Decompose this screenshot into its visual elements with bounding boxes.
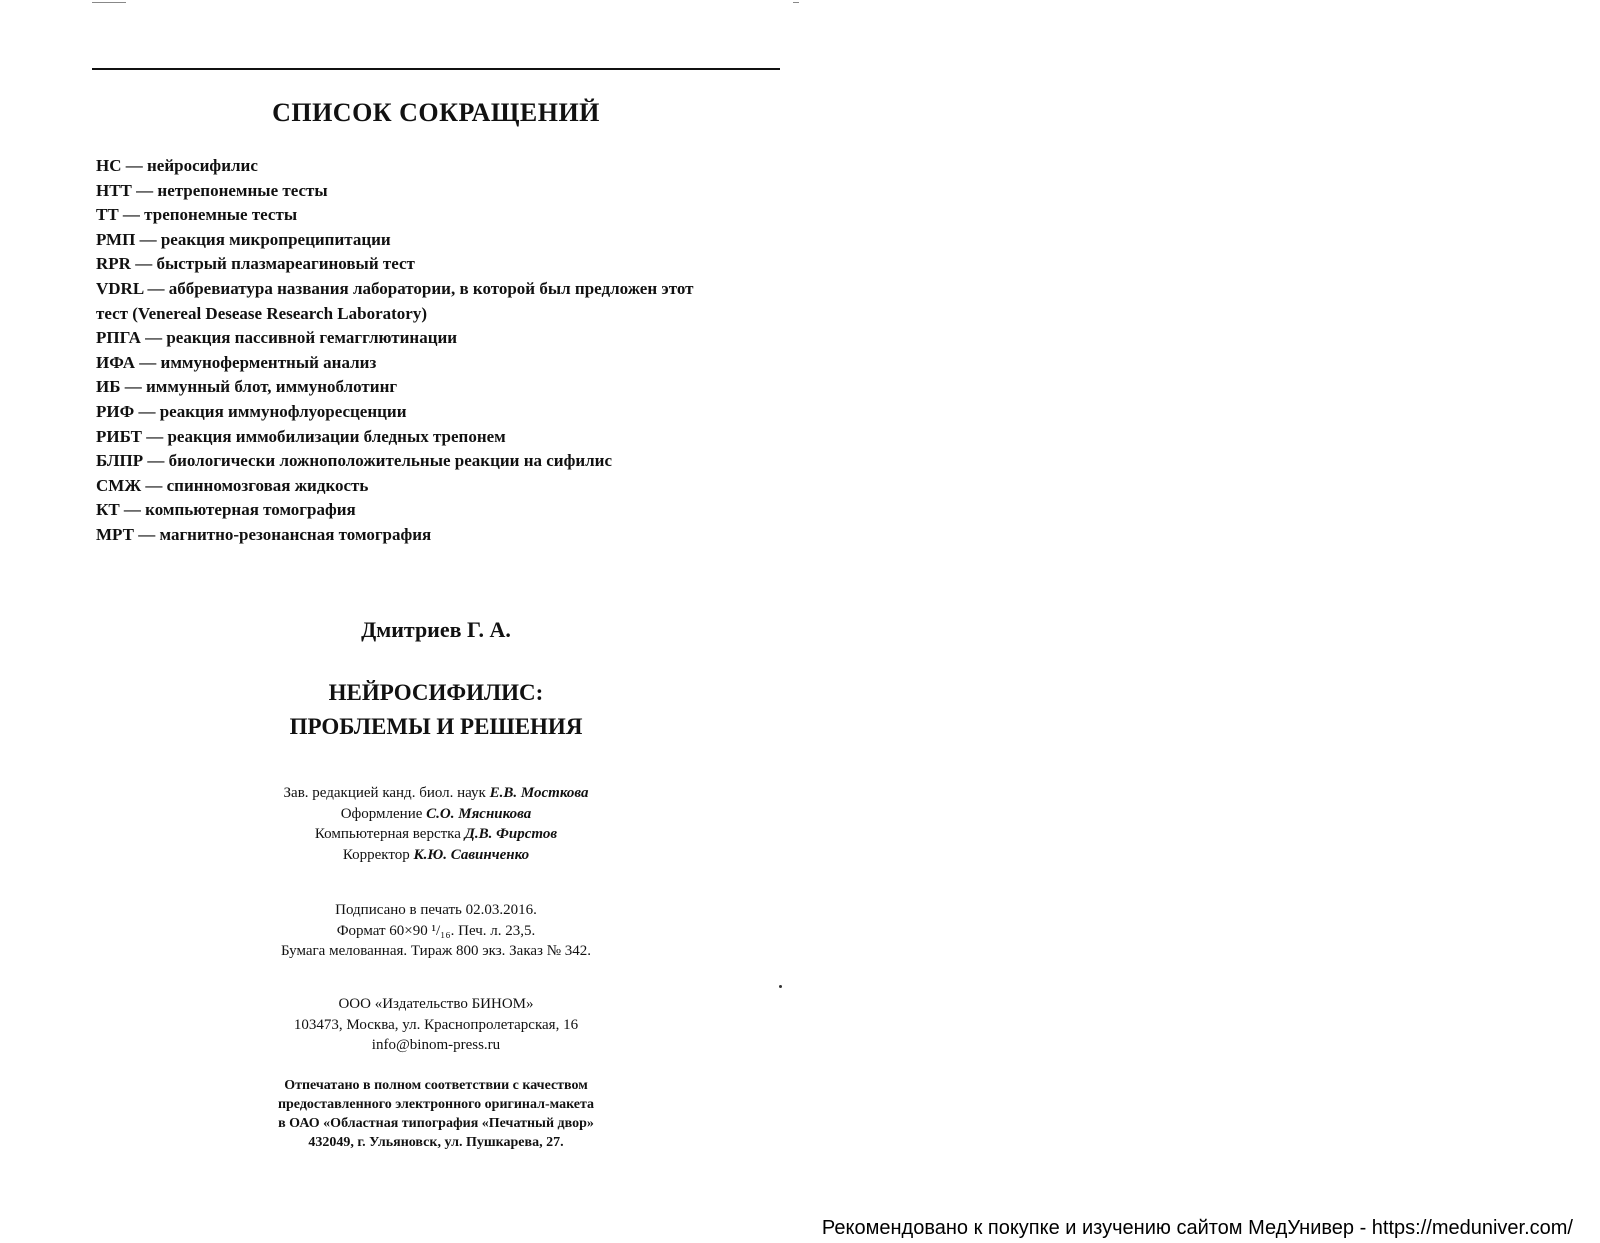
credit-line — [92, 783, 780, 804]
abbreviation-item-continuation: тест (Venereal Desease Research Laboratory) — [96, 303, 428, 323]
abbreviation-item: ИФА — иммуноферментный анализ — [96, 352, 377, 372]
abbreviation-item: РМП — реакция микропреципитации — [96, 229, 391, 249]
imprint-format: Формат 60×90 ¹/₁₆. Печ. л. 23,5. — [336, 922, 536, 939]
credit-person: С.О. Мясникова — [426, 805, 532, 822]
imprint-signed: Подписано в печать 02.03.2016. — [335, 902, 537, 918]
abbreviation-item: МРТ — магнитно-резонансная томография — [96, 524, 432, 544]
credit-role: Оформление — [340, 805, 423, 822]
abbreviation-item: КТ — компьютерная томография — [96, 500, 356, 520]
top-rule-divider — [92, 68, 780, 70]
publisher-email: info@binom-press.ru — [371, 1037, 501, 1053]
publisher-address: 103473, Москва, ул. Краснопролетарская, 16 — [293, 1016, 579, 1033]
credit-role: Зав. редакцией канд. биол. наук — [283, 785, 486, 801]
scan-artifact-line — [92, 2, 126, 3]
credit-role: Компьютерная верстка — [314, 826, 461, 842]
imprint-paper: Бумага мелованная. Тираж 800 экз. Заказ № 342. — [280, 943, 592, 959]
book-title — [92, 676, 780, 744]
footer-recommendation: Рекомендовано к покупке и изучению сайтом МедУнивер - https://meduniver.com/ — [821, 1217, 1573, 1239]
book-author: Дмитриев Г. А. — [361, 617, 511, 642]
abbreviation-item: НТТ — нетрепонемные тесты — [96, 180, 328, 200]
book-title-line: НЕЙРОСИФИЛИС: — [328, 680, 544, 705]
credit-line — [92, 845, 780, 866]
abbreviation-item: РПГА — реакция пассивной гемагглютинации — [96, 328, 458, 348]
abbreviation-item: VDRL — аббревиатура названия лаборатории, в которой был предложен этот — [96, 278, 694, 298]
credit-person: К.Ю. Савинченко — [413, 846, 530, 863]
scan-artifact-line — [793, 2, 799, 3]
credit-line — [92, 804, 780, 825]
publisher-name: ООО «Издательство БИНОМ» — [338, 996, 534, 1012]
abbreviations-title: СПИСОК СОКРАЩЕНИЙ — [272, 98, 600, 127]
printer-line: Отпечатано в полном соответствии с качеством — [284, 1078, 588, 1093]
abbreviation-item: РИФ — реакция иммунофлуоресценции — [96, 401, 407, 421]
abbreviation-item: СМЖ — спинномозговая жидкость — [96, 475, 369, 495]
abbreviation-item: ТТ — трепонемные тесты — [96, 205, 298, 225]
abbreviations-list — [96, 154, 776, 548]
abbreviation-item: БЛПР — биологически ложноположительные реакции на сифилис — [96, 451, 613, 471]
abbreviation-item: НС — нейросифилис — [96, 156, 258, 175]
credit-role: Корректор — [342, 846, 410, 863]
editorial-credits — [92, 783, 780, 865]
credit-line — [92, 824, 780, 845]
scan-artifact-dot — [779, 985, 782, 988]
printer-line: в ОАО «Областная типография «Печатный двор» — [278, 1116, 594, 1131]
book-title-line: ПРОБЛЕМЫ И РЕШЕНИЯ — [289, 714, 583, 739]
abbreviation-item: RPR — быстрый плазмареагиновый тест — [96, 254, 415, 274]
credit-person: Д.В. Фирстов — [464, 826, 558, 842]
printer-line: предоставленного электронного оригинал-макета — [277, 1097, 595, 1112]
credit-person: Е.В. Мосткова — [489, 785, 589, 801]
publisher-info — [92, 994, 780, 1056]
print-imprint — [92, 900, 780, 962]
abbreviation-item: РИБТ — реакция иммобилизации бледных трепонем — [96, 426, 506, 446]
printer-info — [92, 1076, 780, 1152]
printer-line: 432049, г. Ульяновск, ул. Пушкарева, 27. — [308, 1135, 564, 1150]
abbreviation-item: ИБ — иммунный блот, иммуноблотинг — [96, 377, 398, 397]
